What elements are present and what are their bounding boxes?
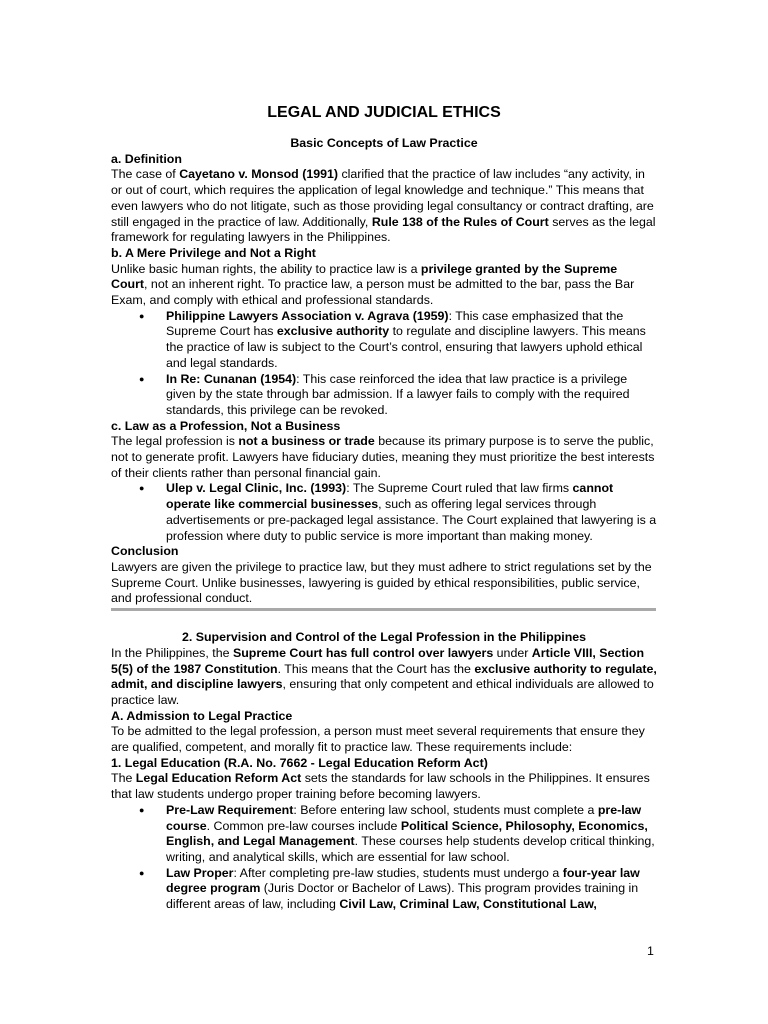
- list-item: ● Pre-Law Requirement: Before entering law school, students must complete a pre-law course. Common pre-law courses include Political Science, Philosophy, Economics, English, and Legal Management. These courses help students develop critical thinking, writing, and analytical skills, which are essential for law school.: [139, 802, 655, 864]
- bullet-icon: ●: [139, 804, 145, 815]
- section-subtitle-supervision: 2. Supervision and Control of the Legal Profession in the Philippines: [181, 630, 587, 645]
- heading-definition: a. Definition: [111, 151, 182, 166]
- paragraph-admission: To be admitted to the legal profession, a person must meet several requirements that ensure they are qualified, competent, and morally fit to practice law. These requirements include:: [111, 724, 645, 755]
- list-item: ● Law Proper: After completing pre-law studies, students must undergo a four-year law degree program (Juris Doctor or Bachelor of Laws). This program provides training in different areas of law, including Civil Law, Criminal Law, Constitutional Law,: [139, 865, 640, 912]
- paragraph-profession: The legal profession is not a business or trade because its primary purpose is to serve the public, not to generate profit. Lawyers have fiduciary duties, meaning they must prioritize the best interests of their clients rather than personal financial gain.: [111, 434, 655, 480]
- privilege-case-list: [111, 309, 657, 419]
- list-item: ● Philippine Lawyers Association v. Agrava (1959): This case emphasized that the Supreme Court has exclusive authority to regulate and discipline lawyers. This means the practice of law is subject to the Court’s control, ensuring that lawyers uphold ethical and legal standards.: [139, 308, 646, 370]
- page-number: 1: [647, 944, 654, 958]
- paragraph-supervision-intro: In the Philippines, the Supreme Court has full control over lawyers under Article VIII, Section 5(5) of the 1987 Constitution. This means that the Court has the exclusive authority to regulate, admit, and discipline lawyers, ensuring that only competent and ethical individuals are allowed to practice law.: [111, 645, 657, 707]
- list-item: ● Ulep v. Legal Clinic, Inc. (1993): The Supreme Court ruled that law firms cannot operate like commercial businesses, such as offering legal services through advertisements or pre-packaged legal assistance. The Court explained that lawyering is a profession where duty to public service is more important than making money.: [139, 481, 657, 543]
- heading-conclusion: Conclusion: [111, 544, 179, 559]
- heading-legal-education: 1. Legal Education (R.A. No. 7662 - Legal Education Reform Act): [111, 755, 488, 770]
- paragraph-definition: The case of Cayetano v. Monsod (1991) clarified that the practice of law includes “any activity, in or out of court, which requires the application of legal knowledge and technique.” This means that even lawyers who do not litigate, such as those providing legal consultancy or contract drafting, are still engaged in the practice of law. Additionally, Rule 138 of the Rules of Court serves as the legal framework for regulating lawyers in the Philippines.: [111, 167, 656, 245]
- paragraph-legal-education: The Legal Education Reform Act sets the standards for law schools in the Philippines. It ensures that law students undergo proper training before becoming lawyers.: [111, 771, 650, 802]
- spacer: [111, 611, 657, 630]
- paragraph-privilege: Unlike basic human rights, the ability to practice law is a privilege granted by the Supreme Court, not an inherent right. To practice law, a person must be admitted to the bar, pass the Bar Exam, and comply with ethical and professional standards.: [111, 261, 635, 308]
- bullet-icon: ●: [139, 483, 145, 494]
- paragraph-conclusion: Lawyers are given the privilege to practice law, but they must adhere to strict regulations set by the Supreme Court. Unlike businesses, lawyering is guided by ethical responsibilities, public service, and professional conduct.: [111, 559, 652, 606]
- list-item: ● In Re: Cunanan (1954): This case reinforced the idea that law practice is a privilege given by the state through bar admission. If a lawyer fails to comply with the required standards, this privilege can be revoked.: [139, 371, 630, 417]
- section-subtitle-basic-concepts: Basic Concepts of Law Practice: [290, 136, 478, 150]
- heading-privilege: b. A Mere Privilege and Not a Right: [111, 245, 316, 260]
- heading-admission: A. Admission to Legal Practice: [111, 708, 293, 723]
- heading-profession: c. Law as a Profession, Not a Business: [111, 418, 341, 433]
- bullet-icon: ●: [139, 373, 145, 384]
- profession-case-list: [111, 481, 657, 544]
- bullet-icon: ●: [139, 867, 145, 878]
- bullet-icon: ●: [139, 310, 145, 321]
- document-page: [111, 104, 657, 913]
- legal-education-list: [111, 803, 657, 913]
- document-title: LEGAL AND JUDICIAL ETHICS: [267, 104, 501, 121]
